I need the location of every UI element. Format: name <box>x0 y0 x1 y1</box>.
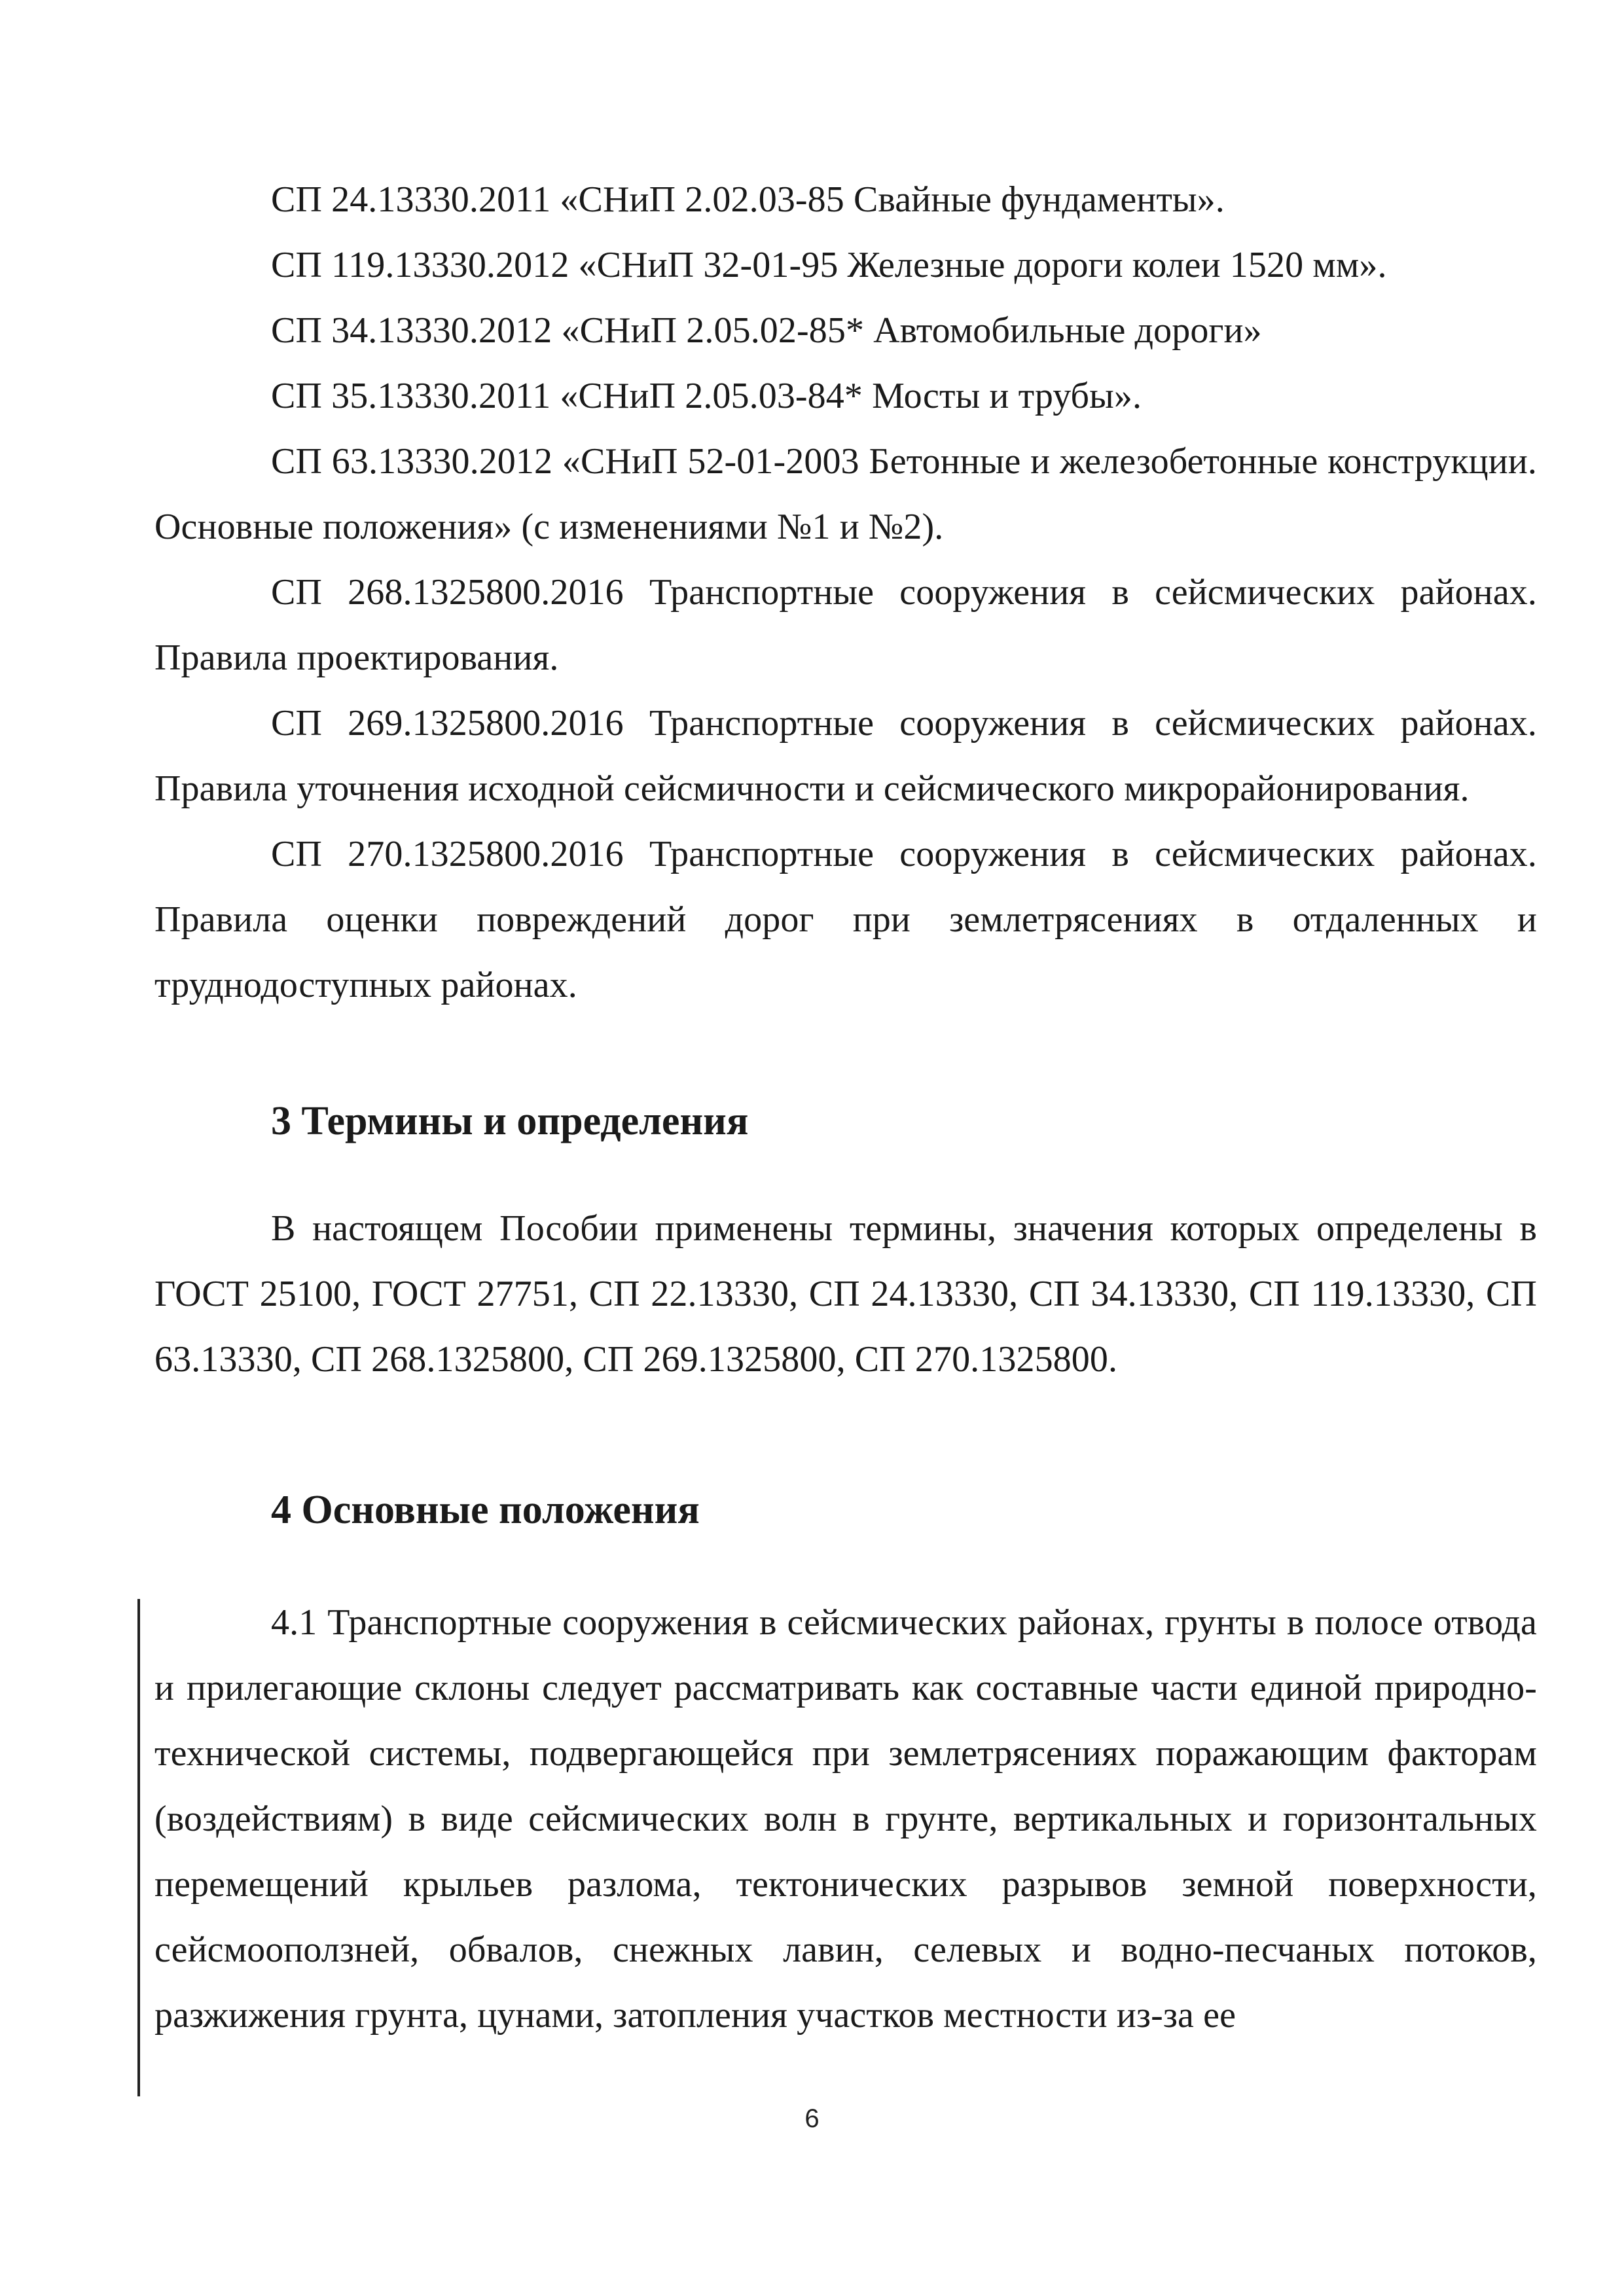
reference-item: СП 24.13330.2011 «СНиП 2.02.03-85 Свайные фундаменты». <box>271 179 1225 220</box>
reference-item: СП 268.1325800.2016 Транспортные сооружения в сейсмических районах. Правила проектирования. <box>154 572 1537 678</box>
section-terms-body <box>154 1196 1537 1392</box>
reference-item: СП 270.1325800.2016 Транспортные сооружения в сейсмических районах. Правила оценки повреждений дорог при землетрясениях в отдаленных и труднодоступных районах. <box>154 834 1537 1005</box>
paragraph: В настоящем Пособии применены термины, значения которых определены в ГОСТ 25100, ГОСТ 27751, СП 22.13330, СП 24.13330, СП 34.13330, СП 119.13330, СП 63.13330, СП 268.1325800, СП 269.1325800, СП 270.1325800. <box>154 1208 1537 1380</box>
paragraph: 4.1 Транспортные сооружения в сейсмических районах, грунты в полосе отвода и прилегающие склоны следует рассматривать как составные части единой природно-технической системы, подвергающейся при землетрясениях поражающим факторам (воздействиям) в виде сейсмических волн в грунте, вертикальных и горизонтальных перемещений крыльев разлома, тектонических разрывов земной поверхности, сейсмооползней, обвалов, снежных лавин, селевых и водно-песчаных потоков, разжижения грунта, цунами, затопления участков местности из-за ее <box>154 1602 1537 2036</box>
revision-change-bar <box>137 1599 140 2096</box>
reference-item: СП 34.13330.2012 «СНиП 2.05.02-85* Автомобильные дороги» <box>271 310 1262 351</box>
section-heading-terms: 3 Термины и определения <box>271 1099 749 1143</box>
document-page <box>154 167 1537 2048</box>
section-main-provisions-body <box>154 1590 1537 2048</box>
reference-item: СП 35.13330.2011 «СНиП 2.05.03-84* Мосты и трубы». <box>271 376 1142 416</box>
section-heading-main-provisions: 4 Основные положения <box>271 1488 700 1532</box>
page-number: 6 <box>804 2104 820 2133</box>
reference-item: СП 63.13330.2012 «СНиП 52-01-2003 Бетонные и железобетонные конструкции. Основные положения» (с изменениями №1 и №2). <box>154 441 1537 547</box>
reference-item: СП 119.13330.2012 «СНиП 32-01-95 Железные дороги колеи 1520 мм». <box>271 245 1387 285</box>
reference-item: СП 269.1325800.2016 Транспортные сооружения в сейсмических районах. Правила уточнения исходной сейсмичности и сейсмического микрорайонирования. <box>154 703 1537 809</box>
normative-references-list <box>154 167 1537 1018</box>
